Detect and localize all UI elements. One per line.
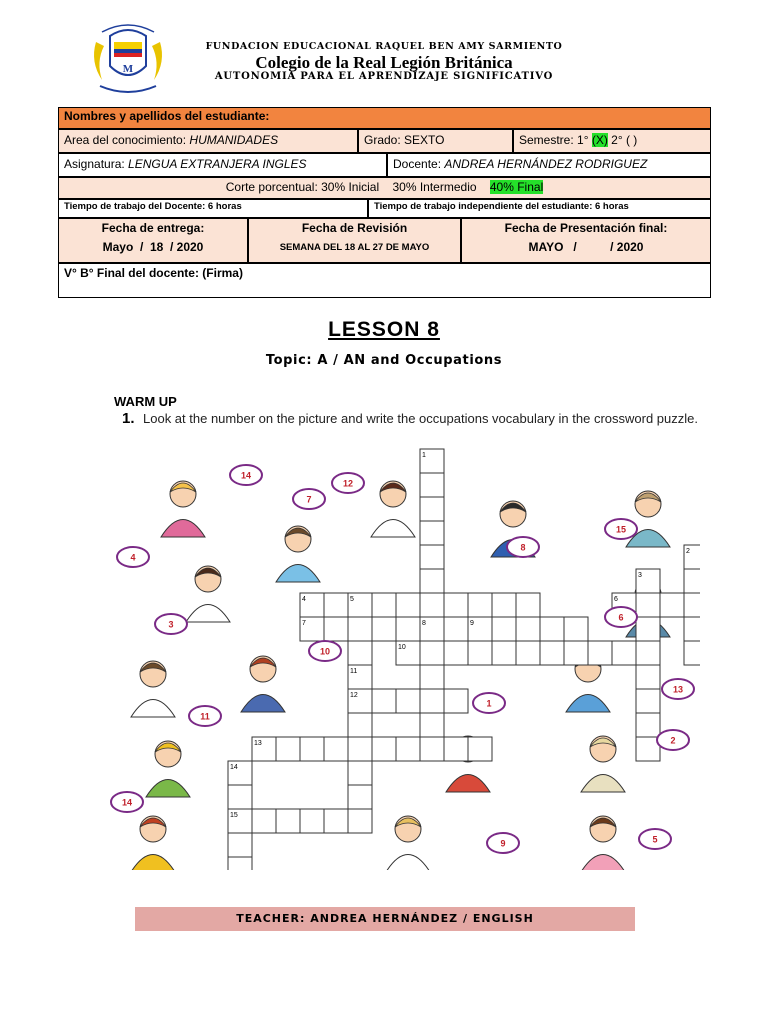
crossword-cell[interactable]: [540, 641, 564, 665]
crossword-cell[interactable]: [396, 617, 420, 641]
student-time-field: Tiempo de trabajo independiente del estudiante: 6 horas: [368, 199, 711, 218]
crossword-cell[interactable]: [300, 737, 324, 761]
picture-number-label: [487, 833, 519, 853]
crossword-cell[interactable]: [444, 737, 468, 761]
crossword-cell[interactable]: [252, 809, 276, 833]
occupation-picture: [131, 816, 175, 870]
crossword-cell[interactable]: [420, 713, 444, 737]
occupation-picture: [146, 741, 190, 797]
svg-text:15: 15: [615, 524, 627, 535]
semester-field: Semestre: 1° (X) 2° ( ): [513, 129, 711, 153]
picture-number-label: [293, 489, 325, 509]
picture-number-label: [309, 641, 341, 661]
signature-label: V° B° Final del docente: (Firma): [64, 266, 243, 280]
picture-number-label: [662, 679, 694, 699]
crossword-cell[interactable]: [420, 521, 444, 545]
crossword-cell[interactable]: [324, 593, 348, 617]
instruction-number: 1.: [122, 410, 135, 427]
clue-number: 15: [230, 812, 238, 819]
svg-text:11: 11: [200, 711, 210, 722]
svg-text:14: 14: [121, 797, 133, 808]
crossword-cell[interactable]: [684, 569, 700, 593]
crossword-cell[interactable]: [420, 641, 444, 665]
subject-field: Asignatura: LENGUA EXTRANJERA INGLES: [58, 153, 387, 177]
delivery-date-value: Mayo / 18 / 2020: [102, 240, 204, 254]
crossword-cell[interactable]: [372, 737, 396, 761]
crossword-cell[interactable]: [492, 641, 516, 665]
occupation-picture: [186, 566, 230, 622]
crossword-cell[interactable]: [636, 665, 660, 689]
delivery-date-label: Fecha de entrega:: [101, 221, 205, 235]
clue-number: 9: [470, 620, 474, 627]
crossword-cell[interactable]: [420, 545, 444, 569]
crossword-cell[interactable]: [348, 713, 372, 737]
review-date-label: Fecha de Revisión: [301, 221, 408, 235]
clue-number: 5: [350, 596, 354, 603]
school-logo: [88, 22, 168, 98]
clue-number: 8: [422, 620, 426, 627]
area-value: HUMANIDADES: [189, 133, 279, 147]
teacher-signature-field[interactable]: [58, 263, 711, 298]
final-date-value: MAYO / / 2020: [528, 240, 644, 254]
warmup-heading: WARM UP: [114, 394, 177, 409]
crossword-cell[interactable]: [516, 617, 540, 641]
crossword-cell[interactable]: [348, 737, 372, 761]
crossword-cell[interactable]: [324, 617, 348, 641]
crossword-cell[interactable]: [420, 593, 444, 617]
occupation-picture: [581, 816, 625, 870]
svg-text:5: 5: [652, 834, 658, 845]
crossword-cell[interactable]: [684, 593, 700, 617]
crossword-cell[interactable]: [684, 641, 700, 665]
crossword-cell[interactable]: [396, 737, 420, 761]
crossword-cell[interactable]: [324, 809, 348, 833]
instruction-text: Look at the number on the picture and write the occupations vocabulary in the crossword puzzle.: [143, 411, 698, 426]
picture-number-label: [507, 537, 539, 557]
clue-number: 2: [686, 548, 690, 555]
picture-number-label: [155, 614, 187, 634]
occupation-picture: [626, 491, 670, 547]
subject-value: LENGUA EXTRANJERA INGLES: [128, 157, 307, 171]
crossword-cell[interactable]: [420, 689, 444, 713]
crossword-cell[interactable]: [444, 689, 468, 713]
logo-letter: M: [122, 63, 134, 75]
occupation-picture: [581, 736, 625, 792]
review-date-field: [248, 218, 461, 263]
crossword-cell[interactable]: [636, 617, 660, 641]
crossword-cell[interactable]: [612, 641, 636, 665]
crossword-cell[interactable]: [564, 617, 588, 641]
occupation-picture: [371, 481, 415, 537]
crossword-cell[interactable]: [564, 641, 588, 665]
crossword-cell[interactable]: [348, 617, 372, 641]
foundation-name: FUNDACION EDUCACIONAL RAQUEL BEN AMY SARMIENTO: [205, 41, 563, 52]
delivery-date-field: [58, 218, 248, 263]
svg-text:7: 7: [306, 494, 312, 505]
grade-value: SEXTO: [404, 133, 445, 147]
crossword-illustration: [103, 447, 700, 870]
svg-text:2: 2: [670, 735, 676, 746]
lesson-topic: Topic: A / AN and Occupations: [265, 353, 503, 368]
picture-number-label: [639, 829, 671, 849]
school-motto: AUTONOMIA PARA EL APRENDIZAJE SIGNIFICATIVO: [214, 71, 554, 82]
occupation-picture: [276, 526, 320, 582]
crossword-cell[interactable]: [636, 689, 660, 713]
crossword-cell[interactable]: [420, 569, 444, 593]
crossword-cell[interactable]: [444, 617, 468, 641]
lesson-title: LESSON 8: [328, 318, 440, 341]
final-date-field: [461, 218, 711, 263]
svg-text:8: 8: [520, 542, 526, 553]
crossword-cell[interactable]: [540, 617, 564, 641]
clue-number: 12: [350, 692, 358, 699]
clue-number: 11: [350, 668, 358, 675]
clue-number: 6: [614, 596, 618, 603]
occupation-picture: [131, 661, 175, 717]
svg-text:14: 14: [240, 470, 252, 481]
picture-number-label: [332, 473, 364, 493]
occupation-picture: [161, 481, 205, 537]
picture-number-label: [111, 792, 143, 812]
crossword-cell[interactable]: [276, 809, 300, 833]
crossword-cell[interactable]: [684, 617, 700, 641]
crossword-cell[interactable]: [660, 593, 684, 617]
crossword-cell[interactable]: [300, 809, 324, 833]
clue-number: 7: [302, 620, 306, 627]
crossword-cell[interactable]: [372, 617, 396, 641]
final-date-label: Fecha de Presentación final:: [504, 221, 668, 235]
clue-number: 4: [302, 596, 306, 603]
crossword-cell[interactable]: [636, 641, 660, 665]
crossword-cell[interactable]: [444, 593, 468, 617]
teacher-time-field: Tiempo de trabajo del Docente: 6 horas: [58, 199, 368, 218]
semester-selected-mark: (X): [591, 133, 608, 147]
crossword-cell[interactable]: [444, 641, 468, 665]
clue-number: 10: [398, 644, 406, 651]
crossword-cell[interactable]: [516, 593, 540, 617]
crossword-cell[interactable]: [636, 593, 660, 617]
svg-text:3: 3: [168, 619, 174, 630]
crossword-cell[interactable]: [492, 593, 516, 617]
clue-number: 1: [422, 452, 426, 459]
crossword-cell[interactable]: [372, 689, 396, 713]
clue-number: 14: [230, 764, 238, 771]
teacher-field: Docente: ANDREA HERNÁNDEZ RODRIGUEZ: [387, 153, 711, 177]
svg-text:10: 10: [319, 646, 331, 657]
svg-text:9: 9: [500, 838, 506, 849]
picture-number-label: [605, 607, 637, 627]
crossword-cell[interactable]: [276, 737, 300, 761]
teacher-footer: TEACHER: ANDREA HERNÁNDEZ / ENGLISH: [135, 907, 635, 931]
crossword-cell[interactable]: [348, 809, 372, 833]
crossword-cell[interactable]: [420, 497, 444, 521]
crossword-cell[interactable]: [420, 473, 444, 497]
crossword-cell[interactable]: [396, 689, 420, 713]
crossword-cell[interactable]: [420, 665, 444, 689]
crossword-cell[interactable]: [372, 593, 396, 617]
picture-number-label: [605, 519, 637, 539]
teacher-value: ANDREA HERNÁNDEZ RODRIGUEZ: [444, 157, 648, 171]
picture-number-label: [189, 706, 221, 726]
crossword-cell[interactable]: [492, 617, 516, 641]
crossword-cell[interactable]: [588, 641, 612, 665]
crossword-cell[interactable]: [228, 833, 252, 857]
crossword-cell[interactable]: [468, 593, 492, 617]
occupation-picture: [386, 816, 430, 870]
crossword-cell[interactable]: [228, 785, 252, 809]
crossword-cell[interactable]: [228, 857, 252, 870]
clue-number: 3: [638, 572, 642, 579]
crossword-cell[interactable]: [324, 737, 348, 761]
crossword-cell[interactable]: [636, 713, 660, 737]
crossword-cell[interactable]: [468, 737, 492, 761]
svg-text:12: 12: [342, 478, 354, 489]
crossword-cell[interactable]: [516, 641, 540, 665]
student-info-form: [58, 107, 711, 298]
picture-number-label: [117, 547, 149, 567]
svg-text:6: 6: [618, 612, 624, 623]
svg-text:1: 1: [486, 698, 492, 709]
crossword-cell[interactable]: [468, 641, 492, 665]
grade-field: Grado: SEXTO: [358, 129, 513, 153]
crossword-cell[interactable]: [348, 785, 372, 809]
school-name: Colegio de la Real Legión Británica: [255, 53, 513, 72]
picture-number-label: [657, 730, 689, 750]
svg-text:13: 13: [672, 684, 684, 695]
crossword-cell[interactable]: [420, 737, 444, 761]
occupation-picture: [241, 656, 285, 712]
review-date-value: SEMANA DEL 18 AL 27 DE MAYO: [279, 242, 430, 253]
student-name-label: Nombres y apellidos del estudiante:: [64, 109, 270, 123]
final-percent-highlight: 40% Final: [489, 180, 544, 194]
area-field: Area del conocimiento: HUMANIDADES: [58, 129, 358, 153]
student-name-field[interactable]: [58, 107, 711, 129]
crossword-cell[interactable]: [348, 641, 372, 665]
picture-number-label: [473, 693, 505, 713]
picture-number-label: [230, 465, 262, 485]
grading-percent-row: Corte porcentual: 30% Inicial 30% Intermedio 40% Final: [58, 177, 711, 199]
svg-text:4: 4: [130, 552, 136, 563]
clue-number: 13: [254, 740, 262, 747]
crossword-cell[interactable]: [396, 593, 420, 617]
crossword-puzzle: [103, 447, 700, 870]
crossword-cell[interactable]: [348, 761, 372, 785]
